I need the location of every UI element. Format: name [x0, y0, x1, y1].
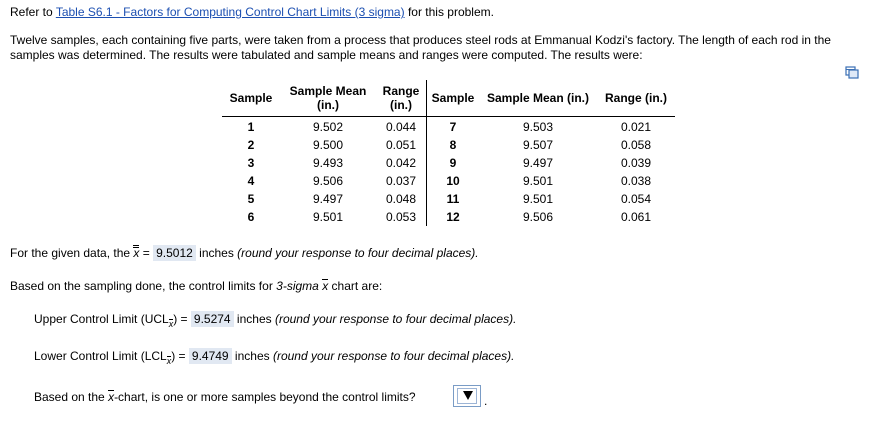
- sample-number: 1: [247, 119, 255, 134]
- sample-mean: 9.501: [522, 191, 554, 206]
- dropdown-arrow-icon: [463, 391, 473, 400]
- q3-prefix: Based on the: [34, 390, 109, 404]
- q3-suffix: -chart, is one or more samples beyond the control limits?: [114, 390, 416, 404]
- table-s6-1-link[interactable]: Table S6.1 - Factors for Computing Control Chart Limits (3 sigma): [55, 5, 405, 19]
- sample-range: 0.058: [620, 137, 652, 152]
- sample-range: 0.021: [620, 119, 652, 134]
- intro-suffix: for this problem.: [404, 5, 494, 19]
- sample-range: 0.044: [376, 116, 427, 136]
- sample-number: 11: [446, 191, 460, 206]
- sample-mean: 9.497: [522, 155, 554, 170]
- sample-number: 2: [247, 137, 255, 152]
- header-sample: Sample: [222, 80, 280, 116]
- sample-range: 0.054: [620, 191, 652, 206]
- header-mean-line2: (in.): [317, 97, 339, 112]
- x-bar-symbol: [322, 279, 328, 293]
- q1-eq: =: [139, 246, 154, 260]
- header-range-line1: Range: [382, 83, 420, 98]
- samples-table: [222, 80, 675, 226]
- lcl-unit: inches: [231, 349, 273, 363]
- header-range-line2: (in.): [390, 97, 412, 112]
- intro-line: [10, 5, 494, 19]
- ucl-label: Upper Control Limit (UCL: [34, 312, 169, 326]
- sample-mean: 9.503: [522, 119, 554, 134]
- table-row: [222, 190, 675, 208]
- sample-mean: 9.493: [312, 155, 344, 170]
- table-row: [222, 208, 675, 226]
- sample-range: 0.061: [620, 209, 652, 224]
- sample-range: 0.042: [376, 154, 427, 172]
- lcl-label: Lower Control Limit (LCL: [34, 349, 167, 363]
- header-range-2: Range (in.): [597, 80, 675, 116]
- x-bar-symbol: [108, 390, 114, 404]
- ucl-hint: (round your response to four decimal places).: [274, 312, 517, 326]
- sample-range: 0.051: [376, 136, 427, 154]
- table-row: [222, 116, 675, 136]
- table-row: [222, 136, 675, 154]
- sample-range: 0.039: [620, 155, 652, 170]
- ucl-answer-field[interactable]: 9.5274: [191, 311, 234, 327]
- sample-mean: 9.507: [522, 137, 554, 152]
- sample-number: 5: [247, 191, 255, 206]
- q2-prefix: Based on the sampling done, the control limits for: [10, 279, 277, 293]
- ucl-subscript: [169, 319, 174, 329]
- sample-number: 9: [449, 155, 457, 170]
- lcl-close: ) =: [171, 349, 189, 363]
- xbarbar-answer-field[interactable]: 9.5012: [153, 245, 196, 261]
- table-row: [222, 172, 675, 190]
- sample-number: 10: [446, 173, 460, 188]
- trailing-period: .: [484, 394, 488, 408]
- lcl-subscript: [167, 356, 172, 366]
- sample-number: 6: [247, 209, 255, 224]
- ucl-close: ) =: [173, 312, 191, 326]
- table-row: [222, 154, 675, 172]
- header-sample-mean-2: Sample Mean (in.): [479, 80, 597, 116]
- sample-number: 7: [449, 119, 457, 134]
- header-sample-mean: [280, 80, 376, 116]
- intro-prefix: Refer to: [10, 5, 56, 19]
- sample-range: 0.037: [376, 172, 427, 190]
- q1-unit: inches: [195, 246, 238, 260]
- sample-number: 4: [247, 173, 255, 188]
- beyond-limits-question: [34, 390, 416, 404]
- sample-range: 0.053: [376, 208, 427, 226]
- sample-mean: 9.501: [522, 173, 554, 188]
- sample-range: 0.048: [376, 190, 427, 208]
- problem-text: Twelve samples, each containing five parts, were taken from a process that produces steel rods at Emmanual Kodzi's factory. The length of each rod in the samples was determined. The results were tabulated and sample means and ranges were computed. The results were:: [10, 33, 831, 62]
- lcl-hint: (round your response to four decimal places).: [272, 349, 515, 363]
- sample-mean: 9.502: [312, 119, 344, 134]
- beyond-limits-dropdown[interactable]: [453, 385, 481, 407]
- copy-table-icon[interactable]: [845, 66, 859, 80]
- sample-mean: 9.500: [312, 137, 344, 152]
- x-symbol-text: x: [108, 390, 115, 404]
- sample-mean: 9.506: [312, 173, 344, 188]
- control-limits-intro: [10, 279, 382, 293]
- sample-number: 8: [449, 137, 457, 152]
- header-mean-line1: Sample Mean: [289, 83, 367, 98]
- header-sample-2: Sample: [427, 80, 480, 116]
- q2-suffix: chart are:: [328, 279, 383, 293]
- lcl-question: [34, 348, 514, 364]
- ucl-unit: inches: [233, 312, 275, 326]
- lcl-sub-text: x: [166, 356, 172, 366]
- ucl-sub-text: x: [168, 319, 174, 329]
- q1-hint: (round your response to four decimal places).: [237, 246, 479, 260]
- sample-mean: 9.501: [312, 209, 344, 224]
- header-range: [376, 80, 427, 116]
- ucl-question: [34, 311, 516, 327]
- sample-number: 3: [247, 155, 255, 170]
- q1-prefix: For the given data, the: [10, 246, 134, 260]
- lcl-answer-field[interactable]: 9.4749: [189, 348, 232, 364]
- sample-mean: 9.506: [522, 209, 554, 224]
- x-double-bar-symbol: [133, 246, 139, 260]
- q2-sigma: 3-sigma: [276, 279, 319, 293]
- xbarbar-question: [10, 245, 479, 261]
- sample-mean: 9.497: [312, 191, 344, 206]
- x-symbol-text: x: [322, 279, 329, 293]
- sample-number: 12: [446, 209, 460, 224]
- sample-range: 0.038: [620, 173, 652, 188]
- x-symbol-text: x: [133, 246, 140, 260]
